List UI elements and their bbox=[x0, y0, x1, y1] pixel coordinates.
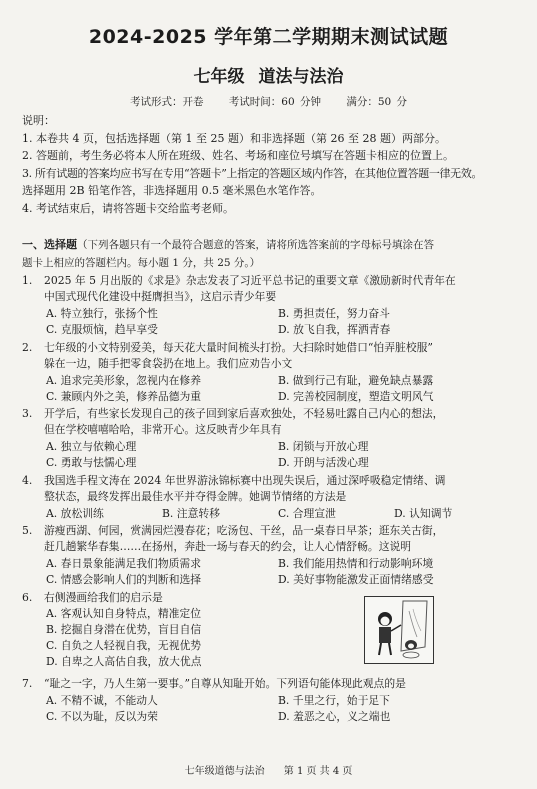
option-b: B. 做到行己有耻，避免缺点暴露 bbox=[278, 374, 434, 387]
instruction-item: 2. 答题前，考生务必将本人所在班级、姓名、考场和座位号填写在答题卡相应的位置上。 bbox=[22, 149, 454, 162]
question-stem: 我国选手程文涛在 2024 年世界游泳锦标赛中出现失误后，通过深呼吸稳定情绪、调 bbox=[44, 474, 446, 487]
option-d: D. 完善校园制度，塑造文明风气 bbox=[278, 390, 434, 403]
question-stem: 赶几趟繁华春集……在扬州，奔赴一场与春天的约会，让人心情舒畅。这说明 bbox=[44, 540, 412, 553]
instructions bbox=[22, 112, 527, 217]
option-c: C. 合理宣泄 bbox=[278, 507, 336, 520]
question-2-options bbox=[46, 373, 516, 405]
option-d: D. 开朗与活泼心理 bbox=[278, 456, 369, 469]
subject-label: 道法与法治 bbox=[258, 67, 344, 87]
question-stem: 躲在一边，随手把零食袋扔在地上。我们应劝告小文 bbox=[44, 357, 293, 370]
question-2 bbox=[22, 340, 522, 372]
question-number: 6. bbox=[22, 591, 33, 604]
option-d: D. 自卑之人高估自我，放大优点 bbox=[46, 655, 202, 668]
page-footer bbox=[0, 762, 537, 777]
section-header bbox=[22, 236, 522, 272]
exam-meta bbox=[0, 94, 537, 109]
option-b: B. 千里之行，始于足下 bbox=[278, 694, 390, 707]
cartoon-drawing bbox=[365, 597, 433, 663]
option-c: C. 情感会影响人们的判断和选择 bbox=[46, 573, 202, 586]
grade-label: 七年级 bbox=[193, 67, 245, 87]
exam-time: 考试时间：60 分钟 bbox=[228, 96, 321, 108]
exam-form: 考试形式：开卷 bbox=[129, 96, 204, 108]
option-d: D. 美好事物能激发正面情绪感受 bbox=[278, 573, 434, 586]
question-number: 3. bbox=[22, 407, 33, 420]
option-a: A. 独立与依赖心理 bbox=[46, 440, 137, 453]
question-6-options bbox=[46, 606, 516, 670]
question-stem: 开学后，有些家长发现自己的孩子回到家后喜欢独处，不轻易吐露自己内心的想法， bbox=[44, 407, 444, 420]
question-stem: 右侧漫画给我们的启示是 bbox=[44, 591, 163, 604]
instructions-heading: 说明： bbox=[22, 114, 55, 127]
question-1 bbox=[22, 273, 522, 305]
option-a: A. 追求完美形象，忽视内在修养 bbox=[46, 374, 202, 387]
question-7-options bbox=[46, 693, 516, 725]
option-c: C. 不以为耻，反以为荣 bbox=[46, 710, 158, 723]
instruction-item: 选择题用 2B 铅笔作答，非选择题用 0.5 毫米黑色水笔作答。 bbox=[22, 184, 322, 197]
question-1-options bbox=[46, 306, 516, 338]
option-c: C. 兼顾内外之美，修养品德为重 bbox=[46, 390, 202, 403]
question-7 bbox=[22, 676, 522, 692]
option-c: C. 克服烦恼，趋早享受 bbox=[46, 323, 158, 336]
question-stem: 七年级的小文特别爱美，每天花大量时间梳头打扮。大扫除时她借口“怕弄脏校服” bbox=[44, 341, 433, 354]
option-b: B. 勇担责任，努力奋斗 bbox=[278, 307, 390, 320]
question-stem: “耻之一字，乃人生第一要事。”自尊从知耻开始。下列语句能体现此观点的是 bbox=[44, 677, 406, 690]
question-3 bbox=[22, 406, 522, 438]
instruction-item: 4. 考试结束后，请将答题卡交给监考老师。 bbox=[22, 201, 234, 215]
option-a: A. 特立独行，张扬个性 bbox=[46, 307, 158, 320]
option-c: C. 勇敢与怯懦心理 bbox=[46, 456, 137, 469]
section-desc-cont: 题卡上相应的答题栏内。每小题 1 分，共 25 分。） bbox=[22, 257, 261, 269]
question-stem: 中国式现代化建设中挺膺担当》，这启示青少年要 bbox=[44, 290, 277, 303]
instruction-item: 1. 本卷共 4 页，包括选择题（第 1 至 25 题）和非选择题（第 26 至 28 题）两部分。 bbox=[22, 131, 446, 145]
option-c: C. 自负之人轻视自我，无视优势 bbox=[46, 639, 202, 652]
instruction-item: 3. 所有试题的答案均应书写在专用“答题卡”上指定的答题区域内作答，在其他位置答题一律无效。 bbox=[22, 166, 483, 180]
option-b: B. 我们能用热情和行动影响环境 bbox=[278, 557, 434, 570]
footer-subject: 七年级道德与法治 bbox=[184, 766, 265, 777]
question-number: 4. bbox=[22, 474, 33, 487]
question-5-options bbox=[46, 556, 516, 588]
section-title: 一、选择题 bbox=[22, 238, 77, 251]
exam-subtitle bbox=[0, 62, 537, 87]
question-number: 1. bbox=[22, 274, 33, 287]
option-b: B. 闭锁与开放心理 bbox=[278, 440, 369, 453]
question-stem: 整状态，最终发挥出最佳水平并夺得金牌。她调节情绪的方法是 bbox=[44, 490, 347, 503]
question-number: 2. bbox=[22, 341, 33, 354]
question-4-options bbox=[46, 506, 516, 522]
exam-title: 2024-2025 学年第二学期期末测试试题 bbox=[88, 26, 449, 48]
question-4 bbox=[22, 473, 522, 505]
option-a: A. 放松训练 bbox=[46, 507, 104, 520]
option-b: B. 注意转移 bbox=[162, 507, 220, 520]
question-number: 7. bbox=[22, 677, 33, 690]
question-number: 5. bbox=[22, 524, 33, 537]
question-3-options bbox=[46, 439, 516, 471]
option-d: D. 认知调节 bbox=[394, 507, 453, 520]
question-stem: 但在学校嘻嘻哈哈，非常开心。这反映青少年具有 bbox=[44, 423, 282, 436]
question-stem: 游瘦西湖、何园，赏满园烂漫春花；吃汤包、干丝，品一桌春日早茶；逛东关古街， bbox=[44, 524, 444, 537]
option-d: D. 羞恶之心，义之端也 bbox=[278, 710, 391, 723]
option-d: D. 放飞自我，挥洒青春 bbox=[278, 323, 391, 336]
full-score: 满分：50 分 bbox=[346, 96, 408, 108]
section-desc: （下列各题只有一个最符合题意的答案，请将所选答案前的字母标号填涂在答 bbox=[77, 239, 434, 251]
question-6 bbox=[22, 590, 522, 606]
footer-page-number: 第 1 页 共 4 页 bbox=[283, 766, 353, 777]
option-a: A. 春日景象能满足我们物质需求 bbox=[46, 557, 202, 570]
option-a: A. 不精不诚，不能动人 bbox=[46, 694, 158, 707]
option-b: B. 挖掘自身潜在优势，盲目自信 bbox=[46, 623, 202, 636]
option-a: A. 客观认知自身特点，精准定位 bbox=[46, 607, 202, 620]
question-5 bbox=[22, 523, 522, 555]
question-stem: 2025 年 5 月出版的《求是》杂志发表了习近平总书记的重要文章《激励新时代青年在 bbox=[44, 274, 456, 287]
cartoon-image bbox=[364, 596, 434, 664]
